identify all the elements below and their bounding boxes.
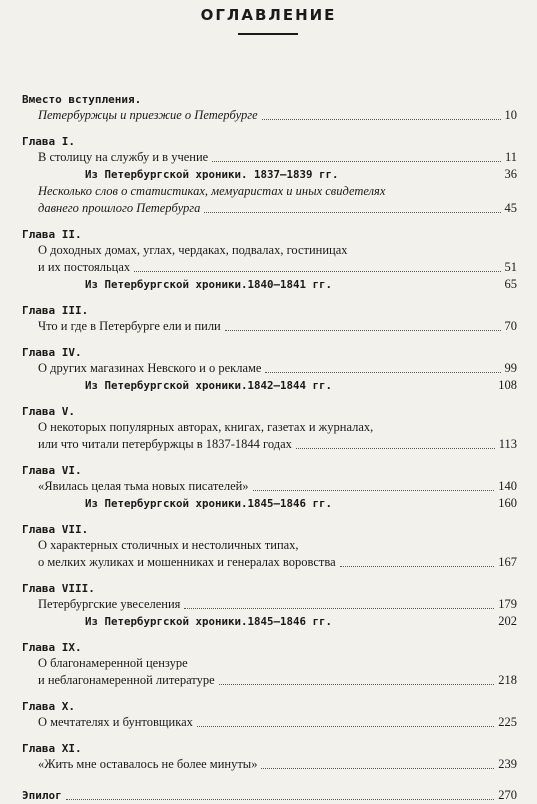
toc-entry-label: Из Петербургской хроники.1845—1846 гг. — [85, 615, 333, 628]
toc-chronicle-entry[interactable] — [22, 495, 517, 512]
toc-page-number: 218 — [498, 673, 517, 687]
toc-section-heading: Глава II. — [22, 228, 82, 241]
toc-entry-label: или что читали петербуржцы в 1837-1844 годах — [38, 437, 292, 451]
toc-entry[interactable] — [22, 714, 517, 731]
toc-chronicle-entry[interactable] — [22, 276, 517, 293]
toc-page-number: 239 — [498, 757, 517, 771]
toc-entry-label: Из Петербургской хроники.1842—1844 гг. — [85, 379, 333, 392]
toc-entry-label: Из Петербургской хроники. 1837—1839 гг. — [85, 168, 339, 181]
toc-page-number: 160 — [498, 496, 517, 510]
toc-entry-label: О других магазинах Невского и о рекламе — [38, 361, 262, 375]
toc-chronicle-entry[interactable] — [22, 166, 517, 183]
toc-chronicle-entry[interactable] — [22, 613, 517, 630]
toc-entry[interactable] — [22, 436, 517, 453]
dot-leader — [134, 270, 500, 272]
toc-page-number: 10 — [504, 108, 517, 122]
toc-entry[interactable] — [22, 259, 517, 276]
toc-entry-label: Петербургские увеселения — [38, 597, 181, 611]
toc-page-number: 45 — [504, 201, 517, 215]
toc-entry-label: о мелких жуликах и мошенниках и генералах воровства — [38, 555, 336, 569]
dot-leader — [261, 767, 494, 769]
toc-entry[interactable] — [22, 200, 517, 217]
toc-entry-line: О некоторых популярных авторах, книгах, газетах и журналах, — [38, 420, 374, 434]
toc-page-number: 36 — [504, 167, 517, 181]
toc-entry-label: и неблагонамеренной литературе — [38, 673, 215, 687]
toc-entry-label: и их постояльцах — [38, 260, 131, 274]
page-title: ОГЛАВЛЕНИЕ — [200, 6, 337, 24]
toc-entry[interactable] — [22, 554, 517, 571]
toc-entry-label: давнего прошлого Петербурга — [38, 201, 201, 215]
toc-entry-label: Петербуржцы и приезжие о Петербурге — [38, 108, 258, 122]
title-underline — [238, 33, 298, 35]
dot-leader — [262, 118, 501, 120]
toc-entry-label: О мечтателях и бунтовщиках — [38, 715, 193, 729]
toc-section-heading: Глава X. — [22, 700, 75, 713]
toc-entry[interactable] — [22, 149, 517, 166]
dot-leader — [184, 607, 494, 609]
toc-entry[interactable] — [22, 318, 517, 335]
toc-entry-label: «Явилась целая тьма новых писателей» — [38, 479, 249, 493]
toc-entry[interactable] — [22, 107, 517, 124]
toc-page-number: 113 — [498, 437, 517, 451]
toc-page-number: 202 — [498, 614, 517, 628]
dot-leader — [219, 683, 495, 685]
dot-leader — [253, 489, 495, 491]
toc-page-number: 51 — [504, 260, 517, 274]
dot-leader — [197, 725, 494, 727]
toc-page-number: 70 — [504, 319, 517, 333]
toc-page-number: 108 — [498, 378, 517, 392]
toc-entry-label: «Жить мне оставалось не более минуты» — [38, 757, 258, 771]
toc-entry[interactable] — [22, 596, 517, 613]
toc-entry-label: Из Петербургской хроники.1845—1846 гг. — [85, 497, 333, 510]
dot-leader — [212, 160, 501, 162]
toc-entry[interactable] — [22, 478, 517, 495]
toc-page-number: 225 — [498, 715, 517, 729]
toc-section-heading: Глава I. — [22, 135, 75, 148]
dot-leader — [340, 565, 495, 567]
toc-entry-label: Из Петербургской хроники.1840—1841 гг. — [85, 278, 333, 291]
dot-leader — [225, 329, 501, 331]
toc-entry-label: Эпилог — [22, 789, 62, 802]
toc-section-heading: Глава VI. — [22, 464, 82, 477]
toc-chronicle-entry[interactable] — [22, 377, 517, 394]
toc-section-heading: Глава XI. — [22, 742, 82, 755]
dot-leader — [204, 211, 500, 213]
toc-page-number: 179 — [498, 597, 517, 611]
toc-entry-line: Несколько слов о статистиках, мемуаристах и иных свидетелях — [38, 184, 386, 198]
toc-section-heading: Глава IX. — [22, 641, 82, 654]
table-of-contents — [22, 93, 517, 804]
toc-entry-line: О доходных домах, углах, чердаках, подвалах, гостиницах — [38, 243, 348, 257]
toc-page-number: 140 — [498, 479, 517, 493]
toc-entry-line: О характерных столичных и нестоличных типах, — [38, 538, 299, 552]
toc-section-heading: Вместо вступления. — [22, 93, 142, 106]
toc-entry[interactable] — [22, 360, 517, 377]
toc-entry[interactable] — [22, 672, 517, 689]
toc-section-heading: Глава III. — [22, 304, 89, 317]
toc-entry[interactable] — [22, 756, 517, 773]
toc-page-number: 270 — [498, 788, 517, 802]
toc-page-number: 99 — [504, 361, 517, 375]
toc-entry-label: В столицу на службу и в учение — [38, 150, 209, 164]
toc-entry-label: Что и где в Петербурге ели и пили — [38, 319, 221, 333]
dot-leader — [265, 371, 500, 373]
toc-entry-line: О благонамеренной цензуре — [38, 656, 188, 670]
dot-leader — [296, 447, 495, 449]
toc-section-heading: Глава V. — [22, 405, 75, 418]
toc-section-heading: Глава VII. — [22, 523, 89, 536]
toc-section-heading: Глава VIII. — [22, 582, 95, 595]
toc-page-number: 167 — [498, 555, 517, 569]
toc-page-number: 65 — [504, 277, 517, 291]
toc-page-number: 11 — [504, 150, 517, 164]
toc-entry[interactable] — [22, 787, 517, 804]
toc-section-heading: Глава IV. — [22, 346, 82, 359]
